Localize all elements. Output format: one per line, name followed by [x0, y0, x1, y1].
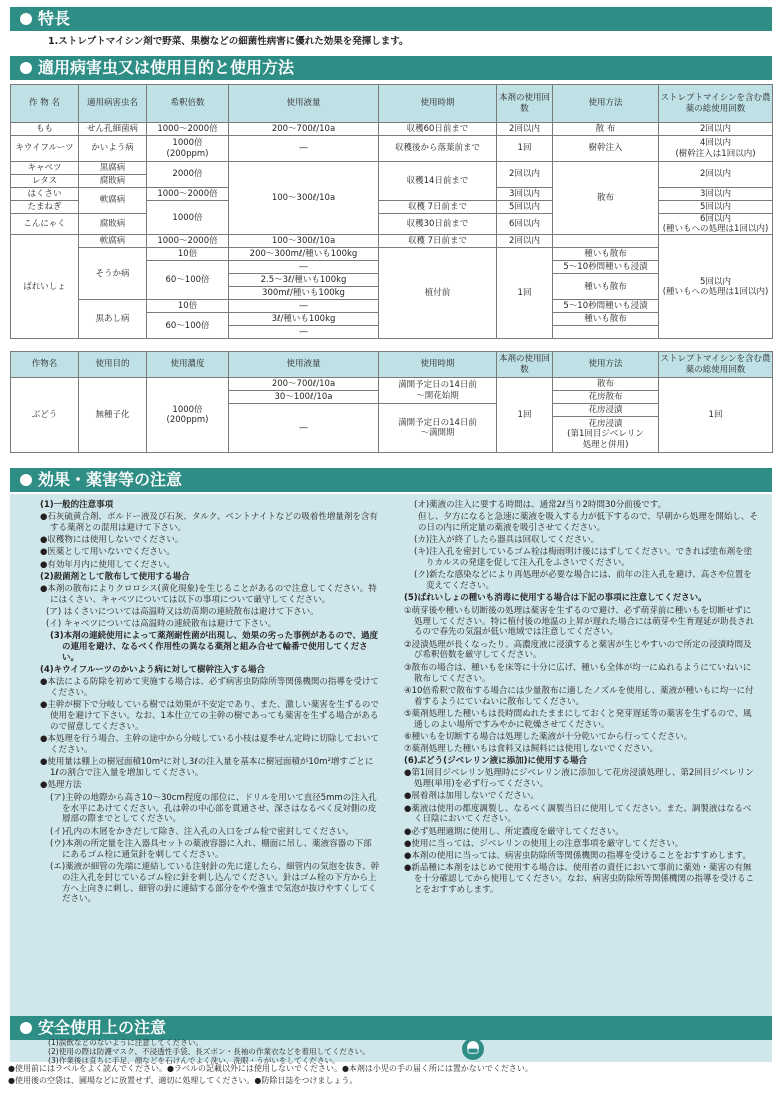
table-header: ストレプトマイシンを含む農薬の総使用回数: [659, 352, 773, 378]
table-header: 使用方法: [553, 352, 659, 378]
bullet-icon: [20, 62, 32, 74]
cell: 種いも散布: [553, 248, 659, 261]
section-header-features: [10, 7, 772, 31]
cell: 5回以内: [497, 201, 553, 214]
cell: ―: [229, 136, 379, 162]
table-header: 使用濃度: [147, 352, 229, 378]
note: (ア)主幹の地際から高さ10～30cm程度の部位に、ドリルを用いて直径5mmの注入孔を水平にあけてください。孔は幹の中心部を貫通させ、深さはなるべく反対側の皮層部の際までとしてください。: [50, 792, 377, 825]
cell-line: 6回以内: [700, 214, 731, 224]
cell-line: 満開予定日の14日前: [398, 380, 477, 391]
cell-line: (200ppm): [166, 148, 209, 159]
cell: [553, 417, 659, 453]
safety-item: (3)作業後は直ちに手足、顔などを石けんでよく洗い、洗眼・うがいをしてください。: [48, 1055, 340, 1065]
cell: 100～300ℓ/10a: [229, 162, 379, 235]
table-header: 作 物 名: [11, 85, 79, 123]
section-header-effects: [10, 468, 772, 492]
cell: こんにゃく: [11, 214, 79, 235]
note: (オ)薬液の注入に要する時間は、通常2ℓ当り2時間30分前後です。: [414, 500, 667, 510]
cell: 2000倍: [147, 162, 229, 188]
note: (キ)注入孔を密封しているゴム栓は梅雨明け後にはずしてください。できれば塗布剤を塗りカルスの発達を促して注入孔をふさいでください。: [414, 547, 753, 569]
cell: 収穫 7日前まで: [379, 235, 497, 248]
table-header: 適用病害虫名: [79, 85, 147, 123]
cell: ―: [229, 404, 379, 453]
cell: 収穫 7日前まで: [379, 201, 497, 214]
cell: 種いも散布: [553, 274, 659, 300]
note: (カ)注入が終了したら器具は回収してください。: [414, 535, 600, 546]
cell: 10倍: [147, 248, 229, 261]
cell: [147, 378, 229, 453]
cell: 2回以内: [497, 123, 553, 136]
cell-line: 処理と併用): [582, 439, 629, 450]
cell-line: 1000倍: [172, 138, 203, 149]
heading: (3)本剤の連続使用によって薬剤耐性菌が出現し、効果の劣った事例があるので、過度の連用を避け、なるべく作用性の異なる薬剤と組み合せて輪番で使用してください。: [50, 631, 379, 664]
cell-line: 満開予定日の14日前: [398, 417, 477, 428]
cell: 10倍: [147, 300, 229, 313]
effects-panel: [10, 494, 772, 1040]
cell: 2回以内: [497, 235, 553, 248]
note: (エ)薬液が細管の先端に連結している注射針の先に達したら、細管内の気泡を抜き、幹の注入孔を封じているゴム栓に針を刺し込んでください。針はゴム栓の下方から上方へ上向きに刺し、細管の針に連結する部分をやや強まで気泡が抜けやすくしてください。: [50, 861, 380, 905]
cell: 無種子化: [79, 378, 147, 453]
note: ●有効年月内に使用してください。: [40, 559, 175, 570]
intro-text: 1.ストレプトマイシン剤で野菜、果樹などの細菌性病害に優れた効果を発揮します。: [48, 36, 409, 47]
heading: (2)殺菌剤として散布して使用する場合: [40, 571, 190, 582]
cell: 2回以内: [659, 123, 773, 136]
safety-item: (1)誤飲などのないように注意してください。: [48, 1038, 204, 1047]
cell: 300mℓ/種いも100kg: [229, 287, 379, 300]
cell: 散 布: [553, 123, 659, 136]
cell: 30～100ℓ/10a: [229, 391, 379, 404]
table-header: 使用液量: [229, 85, 379, 123]
cell: 200～300mℓ/種いも100kg: [229, 248, 379, 261]
cell-line: (200ppm): [166, 415, 209, 425]
cell: [379, 378, 497, 404]
mask-icon: [462, 1038, 484, 1060]
note: ⑤薬剤処理した種いもは長時間ぬれたままにしておくと発芽遅延等の薬害を生ずるので、風通しのよい場所ですみやかに乾燥させてください。: [404, 708, 752, 730]
note: ●使用量は棚上の樹冠面積10m²に対し3ℓの注入量を基本に樹冠面積が10m²増すごとに1ℓの割合で注入量を増加してください。: [40, 757, 374, 779]
cell: [147, 136, 229, 162]
safety-list: [48, 1039, 688, 1066]
section-title: 特長: [38, 9, 71, 28]
table-header: 使用方法: [553, 85, 659, 123]
cell: 60～100倍: [147, 313, 229, 339]
section-title: 適用病害虫又は使用目的と使用方法: [38, 58, 295, 77]
cell: せん孔細菌病: [79, 123, 147, 136]
note: ③散布の場合は、種いもを床等に十分に広げ、種いも全体が均一にぬれるようにていねいに散布してください。: [404, 662, 752, 684]
table-row: [11, 235, 773, 248]
section-title: 安全使用上の注意: [38, 1018, 167, 1037]
cell: 200～700ℓ/10a: [229, 378, 379, 391]
bullet-icon: [20, 13, 32, 25]
cell: [379, 404, 497, 453]
cell: 5～10秒間種いも浸漬: [553, 300, 659, 313]
note: ●医薬として用いないでください。: [40, 547, 175, 558]
note: ●使用に当っては、ジベレリンの使用上の注意事項を厳守してください。: [404, 838, 684, 849]
table-header: 本剤の使用回数: [497, 85, 553, 123]
cell: ぶどう: [11, 378, 79, 453]
safety-panel: [10, 1038, 772, 1065]
cell: はくさい: [11, 188, 79, 201]
cell: 2回以内: [497, 162, 553, 188]
cell: 1回: [497, 248, 553, 339]
cell: 散布: [553, 162, 659, 235]
cell: 3回以内: [659, 188, 773, 201]
note: (イ) キャベツについては高温時の連続散布は避けて下さい。: [46, 619, 277, 630]
cell: 6回以内: [497, 214, 553, 235]
table-row: [11, 162, 773, 175]
note: ●本剤の散布によりクロロシス(黄化現象)を生じることがあるので注意してください。特にはくさい、キャベツについては以下の事項について厳守してください。: [40, 583, 377, 605]
cell: 1000倍: [147, 201, 229, 235]
table-header: 作物名: [11, 352, 79, 378]
note: ⑥種いもを切断する場合は処理した薬液が十分乾いてから行ってください。: [404, 731, 693, 742]
cell-line: (種いもへの処理は1回以内): [662, 224, 769, 235]
table-header: 使用時期: [379, 85, 497, 123]
cell: 5回以内: [659, 201, 773, 214]
cell: レタス: [11, 175, 79, 188]
table-header: 使用液量: [229, 352, 379, 378]
table-row: [11, 123, 773, 136]
cell: [659, 214, 773, 235]
cell: 収穫後から落葉前まで: [379, 136, 497, 162]
cell-line: 4回以内: [700, 138, 731, 149]
note: (ア) はくさいについては高温時又は幼苗期の連続散布は避けて下さい。: [46, 606, 319, 617]
cell: 腐敗病: [79, 214, 147, 235]
note: ●薬液は使用の都度調製し、なるべく調製当日に使用してください。また、調製液はなるべく日陰においてください。: [404, 803, 752, 825]
cell-line: 5回以内: [700, 276, 731, 287]
cell-line: (樹幹注入は1回以内): [675, 148, 756, 159]
cell: ―: [229, 261, 379, 274]
note: ●本法による防除を初めて実施する場合は、必ず病害虫防除所等関係機関の指導を受けてください。: [40, 677, 379, 699]
note: ②浸漬処理が長くなったり、高濃度液に浸漬すると薬害が生じやすいので所定の浸漬時間及び希釈倍数を厳守してください。: [404, 639, 752, 661]
cell: 3ℓ/種いも100kg: [229, 313, 379, 326]
cell: ―: [229, 326, 379, 339]
cell: 2回以内: [659, 162, 773, 188]
heading: (5)ばれいしょの種いも消毒に使用する場合は下記の事項に注意してください。: [404, 593, 707, 604]
cell: 60～100倍: [147, 261, 229, 300]
table-header: 使用時期: [379, 352, 497, 378]
cell: 軟腐病: [79, 235, 147, 248]
cell: 軟腐病: [79, 188, 147, 214]
footer-notes: [8, 1064, 776, 1088]
cell: 3回以内: [497, 188, 553, 201]
table-header: 使用目的: [79, 352, 147, 378]
cell-line: 1000倍: [172, 404, 203, 415]
table-header: 希釈倍数: [147, 85, 229, 123]
note: ●収穫物には使用しないでください。: [40, 535, 184, 546]
bullet-icon: [20, 1022, 32, 1034]
cell: 1回: [497, 378, 553, 453]
cell: 散布: [553, 378, 659, 391]
section-header-safety: [10, 1016, 772, 1040]
note: ●第1回目ジベレリン処理時にジベレリン液に添加して花房浸漬処理し、第2回目ジベレリン処理(単用)を必ず行ってください。: [404, 768, 754, 790]
effects-right-column: [404, 500, 758, 897]
cell: 黒あし病: [79, 300, 147, 339]
table-row: [11, 378, 773, 391]
footer-line: ●使用後の空袋は、圃場などに放置せず、適切に処理してください。●防除日誌をつけましょう。: [8, 1076, 358, 1086]
cell: 5～10秒間種いも浸漬: [553, 261, 659, 274]
cell: [659, 136, 773, 162]
safety-item: (2)使用の際は防護マスク、不浸透性手袋、長ズボン・長袖の作業衣などを着用してください。: [48, 1046, 370, 1056]
cell-line: (第1回目ジベレリン: [567, 429, 644, 440]
note: ●本剤の使用に当っては、病害虫防除所等関係機関の指導を受けることをおすすめします。: [404, 850, 751, 861]
note: ●本処理を行う場合、主幹の途中から分岐している小枝は夏季せん定時に切除しておいてください。: [40, 734, 379, 756]
cell: ばれいしょ: [11, 235, 79, 339]
cell: [659, 235, 773, 339]
note: ●処理方法: [40, 780, 82, 791]
note: ●展着剤は加用しないでください。: [404, 791, 539, 802]
cell: たまねぎ: [11, 201, 79, 214]
cell: 黒腐病: [79, 162, 147, 175]
cell: 腐敗病: [79, 175, 147, 188]
table-row: [11, 136, 773, 162]
heading: (1)一般的注意事項: [40, 500, 114, 510]
table-row: [11, 248, 773, 261]
cell: 花房浸漬: [553, 404, 659, 417]
note: ①萌芽後や種いも切断後の処理は薬害を生ずるので避け、必ず萌芽前に種いもを切断せずに処理してください。特に植付後の地温の上昇が遅れた場合には萌芽や生育遅延が助長されるので春先の気温が低い地域では注意してください。: [404, 605, 755, 638]
table-header: 本剤の使用回数: [497, 352, 553, 378]
note: ⑦薬剤処理した種いもは食料又は飼料には使用しないでください。: [404, 743, 659, 754]
cell: 1000～2000倍: [147, 188, 229, 201]
note: ●必ず処理適期に使用し、所定濃度を厳守してください。: [404, 826, 624, 837]
cell: 収穫30日前まで: [379, 214, 497, 235]
cell: 100～300ℓ/10a: [229, 235, 379, 248]
bullet-icon: [20, 474, 32, 486]
footer-line: ●使用前にはラベルをよく読んでください。●ラベルの記載以外には使用しないでください。●本剤は小児の手の届く所には置かないでください。: [8, 1064, 533, 1073]
cell: 1000～2000倍: [147, 123, 229, 136]
note: ●石灰硫黄合剤、ボルドー液及び石灰、タルク、ベントナイトなどの吸着性増量剤を含有する薬剤との混用は避けて下さい。: [40, 512, 378, 534]
cell: 樹幹注入: [553, 136, 659, 162]
cell: 花房散布: [553, 391, 659, 404]
cell: かいよう病: [79, 136, 147, 162]
section-header-usage: [10, 56, 772, 80]
cell: もも: [11, 123, 79, 136]
cell: [553, 326, 659, 339]
cell: [553, 235, 659, 248]
note: (ウ)本剤の所定量を注入器具セットの薬液容器に入れ、棚面に吊し、薬液容器の下部にあるゴム栓に通気針を刺してください。: [50, 838, 372, 860]
note: ●主幹が樹下で分岐している樹では効果が不安定であり、また、激しい薬害を生ずるので使用を避けて下さい。なお、1本仕立ての主幹の樹であっても薬害を生ずる場合があるので留意してください。: [40, 700, 379, 733]
note: (イ)孔内の木屑をかきだして除き、注入孔の入口をゴム栓で密封してください。: [50, 826, 354, 837]
cell: ―: [229, 300, 379, 313]
note: ④10倍希釈で散布する場合には少量散布に適したノズルを使用し、薬液が種いもに均一に付着するようにていねいに散布してください。: [404, 685, 754, 707]
cell: 1回: [659, 378, 773, 453]
grape-table: [10, 351, 773, 453]
cell: 種いも散布: [553, 313, 659, 326]
cell: 1000～2000倍: [147, 235, 229, 248]
note: (ク)新たな感染などにより再処理が必要な場合には、前年の注入孔を避け、高さや位置を変えてください。: [414, 570, 752, 592]
cell: キウイフルーツ: [11, 136, 79, 162]
section-title: 効果・薬害等の注意: [38, 470, 183, 489]
note: 但し、夕方になると急速に薬液を吸入する力が低下するので、早朝から処理を開始し、その日の内に所定量の薬液を吸引させてください。: [418, 512, 758, 534]
cell-line: (種いもへの処理は1回以内): [662, 286, 769, 297]
usage-table: [10, 84, 773, 339]
cell: そうか病: [79, 248, 147, 300]
note: ●新品種に本剤をはじめて使用する場合は、使用者の責任において事前に薬効・薬害の有無を十分確認してから使用してください。なお、病害虫防除所等関係機関の指導を受けることをおすすめします。: [404, 863, 755, 895]
cell: 植付前: [379, 248, 497, 339]
table-header: ストレプトマイシンを含む農薬の総使用回数: [659, 85, 773, 123]
heading: (4)キウイフルーツのかいよう病に対して樹幹注入する場合: [40, 665, 265, 676]
heading: (6)ぶどう(ジベレリン液に添加)に使用する場合: [404, 756, 587, 767]
effects-left-column: [40, 500, 380, 907]
cell: 1回: [497, 136, 553, 162]
cell: 2.5～3ℓ/種いも100kg: [229, 274, 379, 287]
cell-line: 花房浸漬: [588, 419, 623, 430]
cell: キャベツ: [11, 162, 79, 175]
cell-line: ～満開期: [420, 428, 455, 438]
cell-line: ～開花始期: [416, 390, 459, 401]
cell: 収穫14日前まで: [379, 162, 497, 201]
cell: 収穫60日前まで: [379, 123, 497, 136]
cell: 200～700ℓ/10a: [229, 123, 379, 136]
